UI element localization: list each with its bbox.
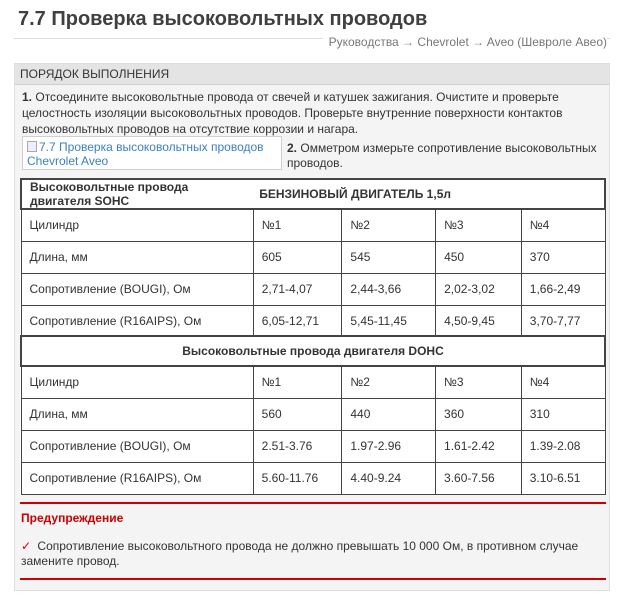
table-cell: 3,70-7,77 xyxy=(521,305,605,337)
warning-message: Сопротивление высоковольтного провода не должно превышать 10 000 Ом, в противном случае замените провод. xyxy=(21,539,579,568)
procedure-panel xyxy=(14,63,610,591)
table-header-row xyxy=(21,179,605,209)
procedure-header: ПОРЯДОК ВЫПОЛНЕНИЯ xyxy=(15,64,609,85)
step-image[interactable] xyxy=(22,136,282,170)
table-cell: Цилиндр xyxy=(21,209,253,241)
table-cell: Сопротивление (BOUGI), Ом xyxy=(21,430,253,462)
table-cell: 2.51-3.76 xyxy=(253,430,342,462)
warning-top-divider xyxy=(20,502,606,504)
step-image-link[interactable]: 7.7 Проверка высоковольтных проводов Chevrolet Aveo xyxy=(27,140,264,168)
table-cell: Сопротивление (R16AIPS), Ом xyxy=(21,462,253,494)
table-cell: 360 xyxy=(436,398,522,430)
page-title: 7.7 Проверка высоковольтных проводов xyxy=(18,8,428,30)
table-row xyxy=(21,209,605,241)
table-cell: Цилиндр xyxy=(21,366,253,398)
table-cell: Сопротивление (BOUGI), Ом xyxy=(21,273,253,305)
table-cell: №1 xyxy=(253,209,342,241)
table-cell: 3.60-7.56 xyxy=(436,462,522,494)
step-2 xyxy=(287,141,597,171)
table-row xyxy=(21,273,605,305)
dohc-title: Высоковольтные провода двигателя DOHC xyxy=(21,336,605,366)
breadcrumb-item-guides[interactable]: Руководства xyxy=(328,35,399,49)
warning-bottom-divider xyxy=(20,578,606,580)
table-row xyxy=(21,366,605,398)
table-cell: Сопротивление (R16AIPS), Ом xyxy=(21,305,253,337)
table-cell: 440 xyxy=(342,398,436,430)
breadcrumb-item-model[interactable]: Aveo (Шевроле Авео) xyxy=(486,35,607,49)
warning-text xyxy=(21,539,601,569)
check-icon: ✓ xyxy=(21,539,32,553)
breadcrumb-arrow-icon: → xyxy=(472,35,485,49)
warning-title: Предупреждение xyxy=(21,511,124,525)
table-cell: 6,05-12,71 xyxy=(253,305,342,337)
table-header-row xyxy=(21,336,605,366)
table-cell: №1 xyxy=(253,366,342,398)
sohc-title: Высоковольтные провода двигателя SOHC xyxy=(21,179,253,209)
table-cell: 310 xyxy=(521,398,605,430)
table-row xyxy=(21,398,605,430)
table-cell: 370 xyxy=(521,241,605,273)
sohc-table xyxy=(20,178,606,338)
table-cell: №2 xyxy=(342,209,436,241)
table-cell: 2,02-3,02 xyxy=(436,273,522,305)
breadcrumb-item-brand[interactable]: Chevrolet xyxy=(417,35,469,49)
table-row xyxy=(21,462,605,494)
table-cell: 4.40-9.24 xyxy=(342,462,436,494)
table-cell: Длина, мм xyxy=(21,398,253,430)
table-cell: 2,44-3,66 xyxy=(342,273,436,305)
step-2-text: Омметром измерьте сопротивление высоковольтных проводов. xyxy=(287,141,597,170)
table-row xyxy=(21,430,605,462)
table-cell: 1,66-2,49 xyxy=(521,273,605,305)
breadcrumb xyxy=(323,35,607,49)
step-2-number: 2. xyxy=(287,141,298,155)
breadcrumb-arrow-icon: → xyxy=(402,35,415,49)
table-cell: №2 xyxy=(342,366,436,398)
broken-image-icon xyxy=(27,141,37,152)
table-cell: 1.97-2.96 xyxy=(342,430,436,462)
table-cell: 4,50-9,45 xyxy=(436,305,522,337)
step-1 xyxy=(22,89,602,137)
table-cell: 545 xyxy=(342,241,436,273)
table-cell: 5,45-11,45 xyxy=(342,305,436,337)
step-1-number: 1. xyxy=(22,90,33,104)
table-row xyxy=(21,305,605,337)
table-cell: №3 xyxy=(436,366,522,398)
table-cell: 605 xyxy=(253,241,342,273)
sohc-subtitle: БЕНЗИНОВЫЙ ДВИГАТЕЛЬ 1,5л xyxy=(253,179,605,209)
table-cell: 560 xyxy=(253,398,342,430)
table-cell: №4 xyxy=(521,366,605,398)
table-cell: 1.61-2.42 xyxy=(436,430,522,462)
table-cell: 1.39-2.08 xyxy=(521,430,605,462)
step-1-text: Отсоедините высоковольтные провода от свечей и катушек зажигания. Очистите и проверьте целостность изоляции высоковольтных проводов. Проверьте внутренние поверхности контактов высоковольтных проводов на отсутствие коррозии и нагара. xyxy=(22,90,563,136)
table-row xyxy=(21,241,605,273)
dohc-table xyxy=(20,335,606,495)
table-cell: 450 xyxy=(436,241,522,273)
table-cell: №3 xyxy=(436,209,522,241)
table-cell: №4 xyxy=(521,209,605,241)
table-cell: Длина, мм xyxy=(21,241,253,273)
table-cell: 2,71-4,07 xyxy=(253,273,342,305)
table-cell: 3.10-6.51 xyxy=(521,462,605,494)
table-cell: 5.60-11.76 xyxy=(253,462,342,494)
